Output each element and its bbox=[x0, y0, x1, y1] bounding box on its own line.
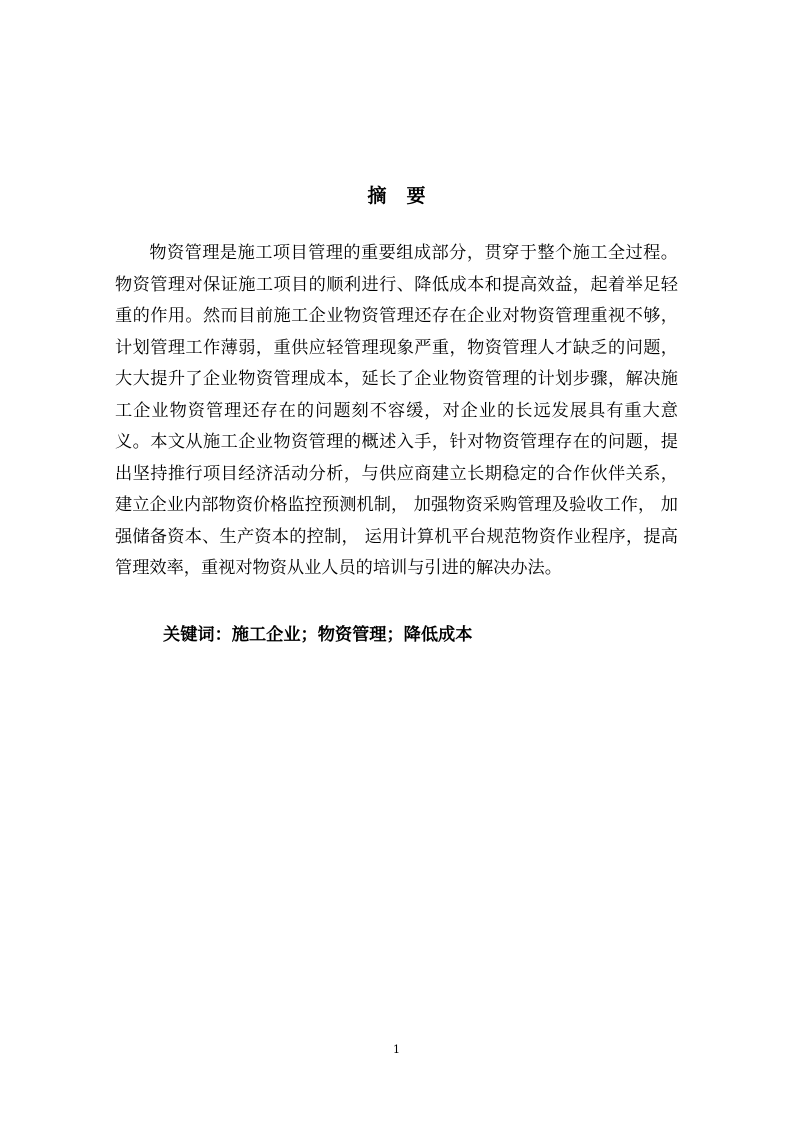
page-number: 1 bbox=[393, 1043, 400, 1056]
abstract-body: 物资管理是施工项目管理的重要组成部分，贯穿于整个施工全过程。物资管理对保证施工项目的顺利进行、降低成本和提高效益，起着举足轻重的作用。然而目前施工企业物资管理还存在企业对物资管理重视不够，计划管理工作薄弱，重供应轻管理现象严重，物资管理人才缺乏的问题，大大提升了企业物资管理成本，延长了企业物资管理的计划步骤，解决施工企业物资管理还存在的问题刻不容缓，对企业的长远发展具有重大意义。本文从施工企业物资管理的概述入手，针对物资管理存在的问题，提出坚持推行项目经济活动分析，与供应商建立长期稳定的合作伙伴关系， 建立企业内部物资价格监控预测机制， 加强物资采购管理及验收工作， 加强储备资本、生产资本的控制， 运用计算机平台规范物资作业程序，提高管理效率，重视对物资从业人员的培训与引进的解决办法。 bbox=[115, 243, 678, 578]
keywords-line bbox=[163, 620, 683, 650]
abstract-title: 摘要 bbox=[367, 185, 446, 207]
keywords-label: 关键词： bbox=[163, 625, 232, 645]
keywords-text: 施工企业；物资管理；降低成本 bbox=[231, 625, 473, 645]
